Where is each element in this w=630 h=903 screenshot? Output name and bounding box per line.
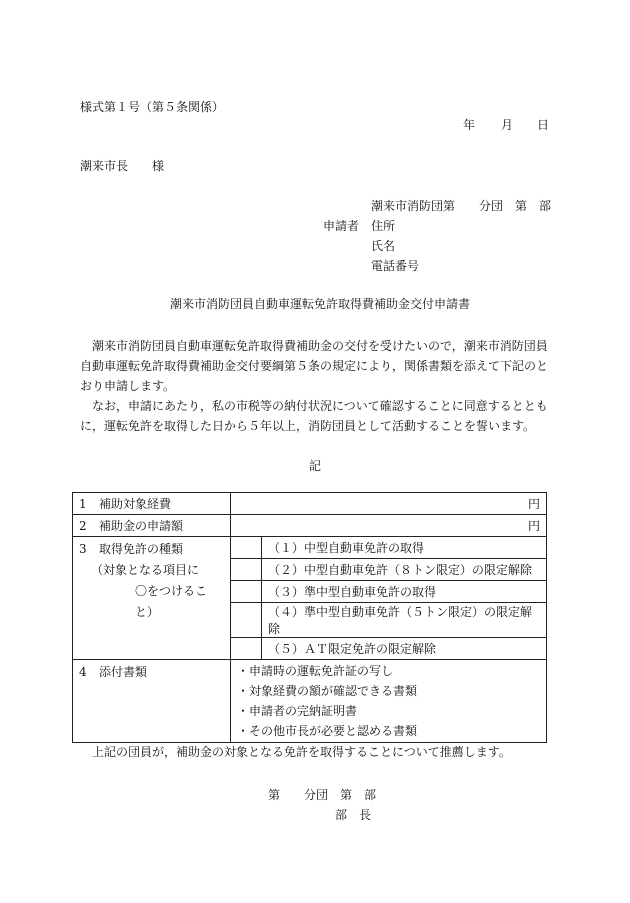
option-3-mark-cell[interactable] (231, 581, 262, 603)
row1-label: 補助対象経費 (99, 497, 172, 511)
row3-label: 取得免許の種類 (99, 542, 184, 556)
applicant-name-label: 氏名 (371, 239, 396, 253)
row1-unit: 円 (527, 497, 540, 511)
attachment-item-1: ・申請時の運転免許証の写し (237, 664, 394, 678)
option-2-mark-cell[interactable] (231, 559, 262, 581)
applicant-phone-label: 電話番号 (371, 259, 420, 273)
license-option-3: （３）準中型自動車免許の取得 (262, 581, 547, 603)
recommendation-text: 上記の団員が，補助金の対象となる免許を取得することについて推薦します。 (92, 745, 511, 759)
row1-value-cell (231, 493, 547, 515)
row3-note-1: （対象となる項目に (91, 563, 200, 577)
option-1-mark-cell[interactable] (231, 537, 262, 559)
attachments-cell (231, 660, 547, 743)
row3-number: 3 (79, 542, 87, 556)
row2-label-cell (73, 515, 231, 537)
table-row (73, 493, 547, 515)
applicant-role-label: 申請者 (323, 219, 360, 233)
row4-label-cell (73, 660, 231, 743)
row1-number: 1 (79, 497, 87, 511)
body-paragraph-1: 潮来市消防団員自動車運転免許取得費補助金の交付を受けたいので，潮来市消防団員自動車運転免許取得費補助金交付要綱第５条の規定により，関係書類を添えて下記のとおり申請します。 (80, 339, 549, 393)
row2-value-cell (231, 515, 547, 537)
row2-unit: 円 (527, 519, 540, 533)
attachment-item-4: ・その他市長が必要と認める書類 (237, 724, 418, 738)
row2-number: 2 (79, 519, 87, 533)
table-row (73, 660, 547, 743)
addressee: 潮来市長 様 (80, 159, 165, 173)
row2-label: 補助金の申請額 (99, 519, 184, 533)
option-4-mark-cell[interactable] (231, 603, 262, 638)
applicant-unit: 潮来市消防団第 分団 第 部 (371, 199, 552, 213)
option-5-mark-cell[interactable] (231, 638, 262, 660)
table-row (73, 515, 547, 537)
applicant-address-label: 住所 (371, 219, 396, 233)
body-paragraph-2: なお，申請にあたり，私の市税等の納付状況について確認することに同意するとともに，運転免許を取得した日から５年以上，消防団員として活動することを誓います。 (80, 399, 548, 433)
license-option-1: （１）中型自動車免許の取得 (262, 537, 547, 559)
document-title: 潮来市消防団員自動車運転免許取得費補助金交付申請書 (170, 297, 471, 311)
license-option-5: （５）ＡＴ限定免許の限定解除 (262, 638, 547, 660)
ki-heading: 記 (309, 459, 322, 473)
license-option-2: （２）中型自動車免許（８トン限定）の限定解除 (262, 559, 547, 581)
signature-unit: 第 分団 第 部 (268, 788, 377, 802)
license-option-4: （４）準中型自動車免許（５トン限定）の限定解除 (262, 603, 547, 638)
row3-note-2: 〇をつけること） (135, 584, 208, 619)
row1-label-cell (73, 493, 231, 515)
table-row (73, 537, 547, 559)
attachment-item-3: ・申請者の完納証明書 (237, 704, 358, 718)
attachment-item-2: ・対象経費の額が確認できる書類 (237, 684, 418, 698)
date-day: 日 (537, 118, 550, 132)
row3-label-cell (73, 537, 231, 660)
form-number: 様式第１号（第５条関係） (80, 100, 225, 114)
row4-number: 4 (79, 665, 87, 679)
application-table (72, 492, 547, 743)
date-month: 月 (501, 118, 514, 132)
row4-label: 添付書類 (99, 665, 148, 679)
date-year: 年 (463, 118, 476, 132)
signature-head: 部 長 (335, 808, 372, 822)
